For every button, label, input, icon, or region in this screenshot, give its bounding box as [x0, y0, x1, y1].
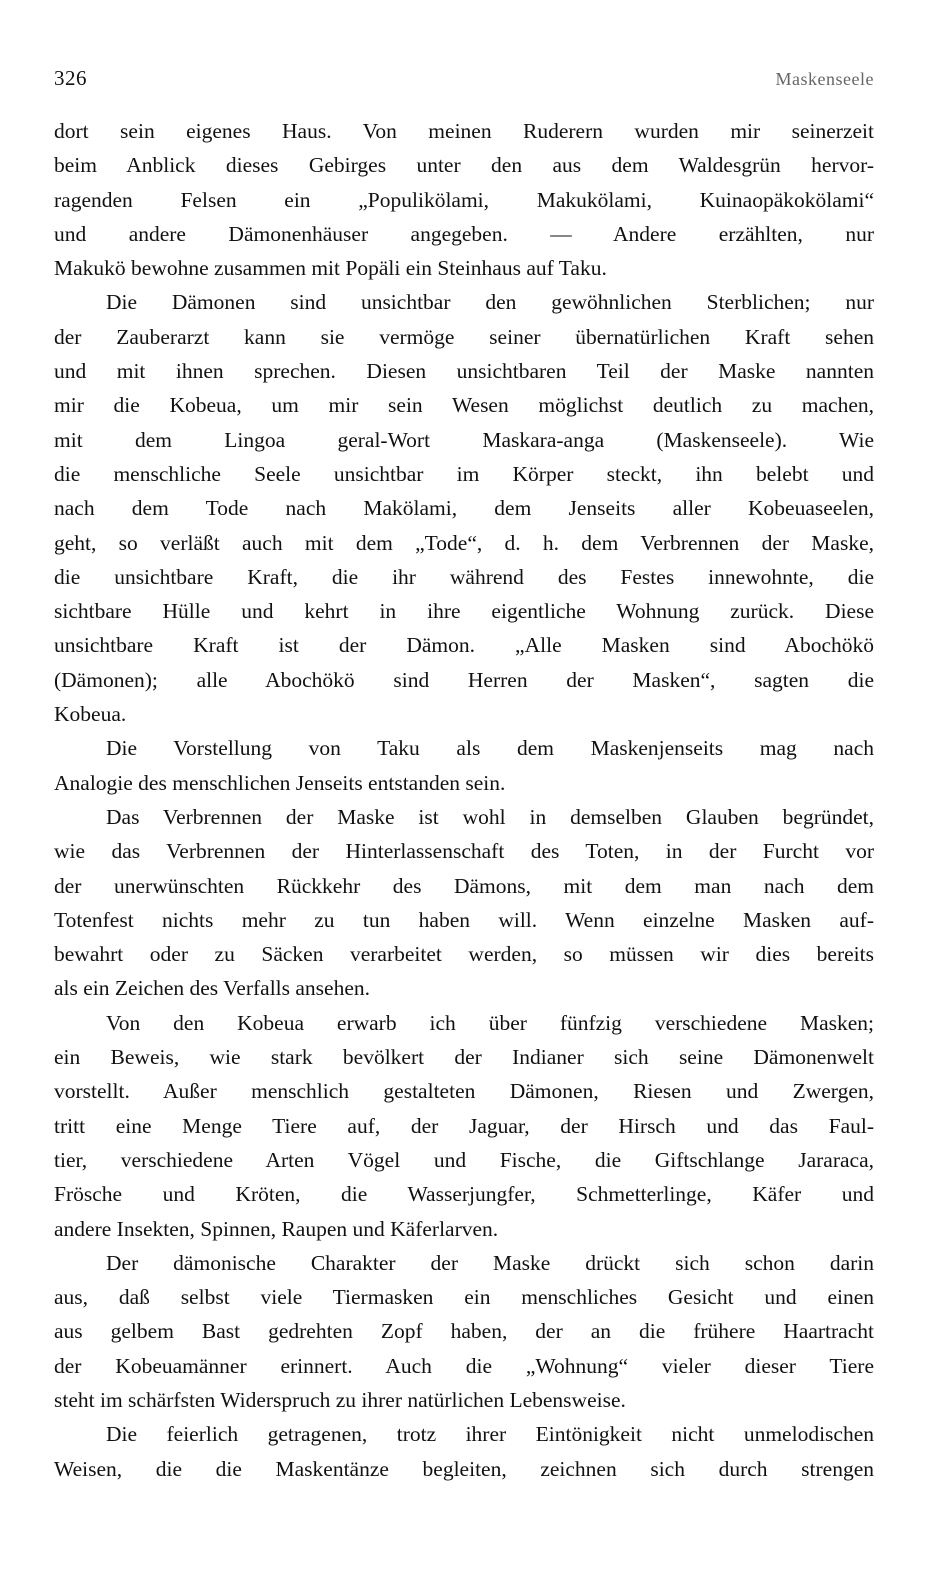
text-line: der Kobeuamänner erinnert. Auch die „Wohnung“ vieler dieser Tiere	[54, 1353, 874, 1378]
text-line: Die Vorstellung von Taku als dem Maskenjenseits mag nach	[106, 736, 874, 761]
text-line: beim Anblick dieses Gebirges unter den aus dem Waldesgrün hervor-	[54, 153, 874, 178]
text-line: mir die Kobeua, um mir sein Wesen möglichst deutlich zu machen,	[54, 393, 874, 418]
text-line: geht, so verläßt auch mit dem „Tode“, d. h. dem Verbrennen der Maske,	[54, 530, 874, 555]
text-line: ein Beweis, wie stark bevölkert der Indianer sich seine Dämonenwelt	[54, 1045, 874, 1070]
text-line: die unsichtbare Kraft, die ihr während des Festes innewohnte, die	[54, 564, 874, 589]
text-line: sichtbare Hülle und kehrt in ihre eigentliche Wohnung zurück. Diese	[54, 599, 874, 624]
page-number: 326	[54, 66, 87, 90]
text-line: Die feierlich getragenen, trotz ihrer Eintönigkeit nicht unmelodischen	[106, 1422, 874, 1447]
text-line: tritt eine Menge Tiere auf, der Jaguar, der Hirsch und das Faul-	[54, 1113, 874, 1138]
running-title: Maskenseele	[775, 69, 874, 89]
text-line: der unerwünschten Rückkehr des Dämons, mit dem man nach dem	[54, 873, 874, 898]
text-line: mit dem Lingoa geral-Wort Maskara-anga (Maskenseele). Wie	[54, 427, 874, 452]
text-line: Weisen, die die Maskentänze begleiten, zeichnen sich durch strengen	[54, 1456, 874, 1481]
text-line: nach dem Tode nach Makölami, dem Jenseits aller Kobeuaseelen,	[54, 496, 874, 521]
text-line: vorstellt. Außer menschlich gestalteten Dämonen, Riesen und Zwergen,	[54, 1079, 874, 1104]
text-line: Die Dämonen sind unsichtbar den gewöhnlichen Sterblichen; nur	[106, 290, 874, 315]
text-line: und andere Dämonenhäuser angegeben. — Andere erzählten, nur	[54, 221, 874, 246]
text-line: die menschliche Seele unsichtbar im Körper steckt, ihn belebt und	[54, 461, 874, 486]
text-line: (Dämonen); alle Abochökö sind Herren der Masken“, sagten die	[54, 667, 874, 692]
text-line: Von den Kobeua erwarb ich über fünfzig verschiedene Masken;	[106, 1010, 874, 1035]
body-text	[54, 114, 874, 1486]
text-line: wie das Verbrennen der Hinterlassenschaft des Toten, in der Furcht vor	[54, 839, 874, 864]
text-line: unsichtbare Kraft ist der Dämon. „Alle Masken sind Abochökö	[54, 633, 874, 658]
text-line: als ein Zeichen des Verfalls ansehen.	[54, 976, 371, 1001]
text-line: Kobeua.	[54, 702, 127, 727]
text-line: tier, verschiedene Arten Vögel und Fische, die Giftschlange Jararaca,	[54, 1147, 874, 1172]
text-line: aus, daß selbst viele Tiermasken ein menschliches Gesicht und einen	[54, 1285, 874, 1310]
text-line: ragenden Felsen ein „Populikölami, Makukölami, Kuinaopäkokölami“	[54, 187, 874, 212]
text-line: und mit ihnen sprechen. Diesen unsichtbaren Teil der Maske nannten	[54, 359, 874, 384]
text-line: der Zauberarzt kann sie vermöge seiner übernatürlichen Kraft sehen	[54, 324, 874, 349]
text-line: Frösche und Kröten, die Wasserjungfer, Schmetterlinge, Käfer und	[54, 1182, 874, 1207]
text-line: Analogie des menschlichen Jenseits entstanden sein.	[54, 770, 506, 795]
text-line: Der dämonische Charakter der Maske drückt sich schon darin	[106, 1250, 874, 1275]
page-header	[54, 66, 874, 91]
text-line: Das Verbrennen der Maske ist wohl in demselben Glauben begründet,	[106, 804, 874, 829]
text-line: bewahrt oder zu Säcken verarbeitet werden, so müssen wir dies bereits	[54, 942, 874, 967]
text-line: steht im schärfsten Widerspruch zu ihrer natürlichen Lebensweise.	[54, 1387, 626, 1412]
text-line: andere Insekten, Spinnen, Raupen und Käferlarven.	[54, 1216, 499, 1241]
text-line: Makukö bewohne zusammen mit Popäli ein Steinhaus auf Taku.	[54, 256, 607, 281]
text-line: dort sein eigenes Haus. Von meinen Ruderern wurden mir seinerzeit	[54, 119, 874, 143]
text-line: Totenfest nichts mehr zu tun haben will. Wenn einzelne Masken auf-	[54, 907, 874, 932]
text-line: aus gelbem Bast gedrehten Zopf haben, der an die frühere Haartracht	[54, 1319, 874, 1344]
